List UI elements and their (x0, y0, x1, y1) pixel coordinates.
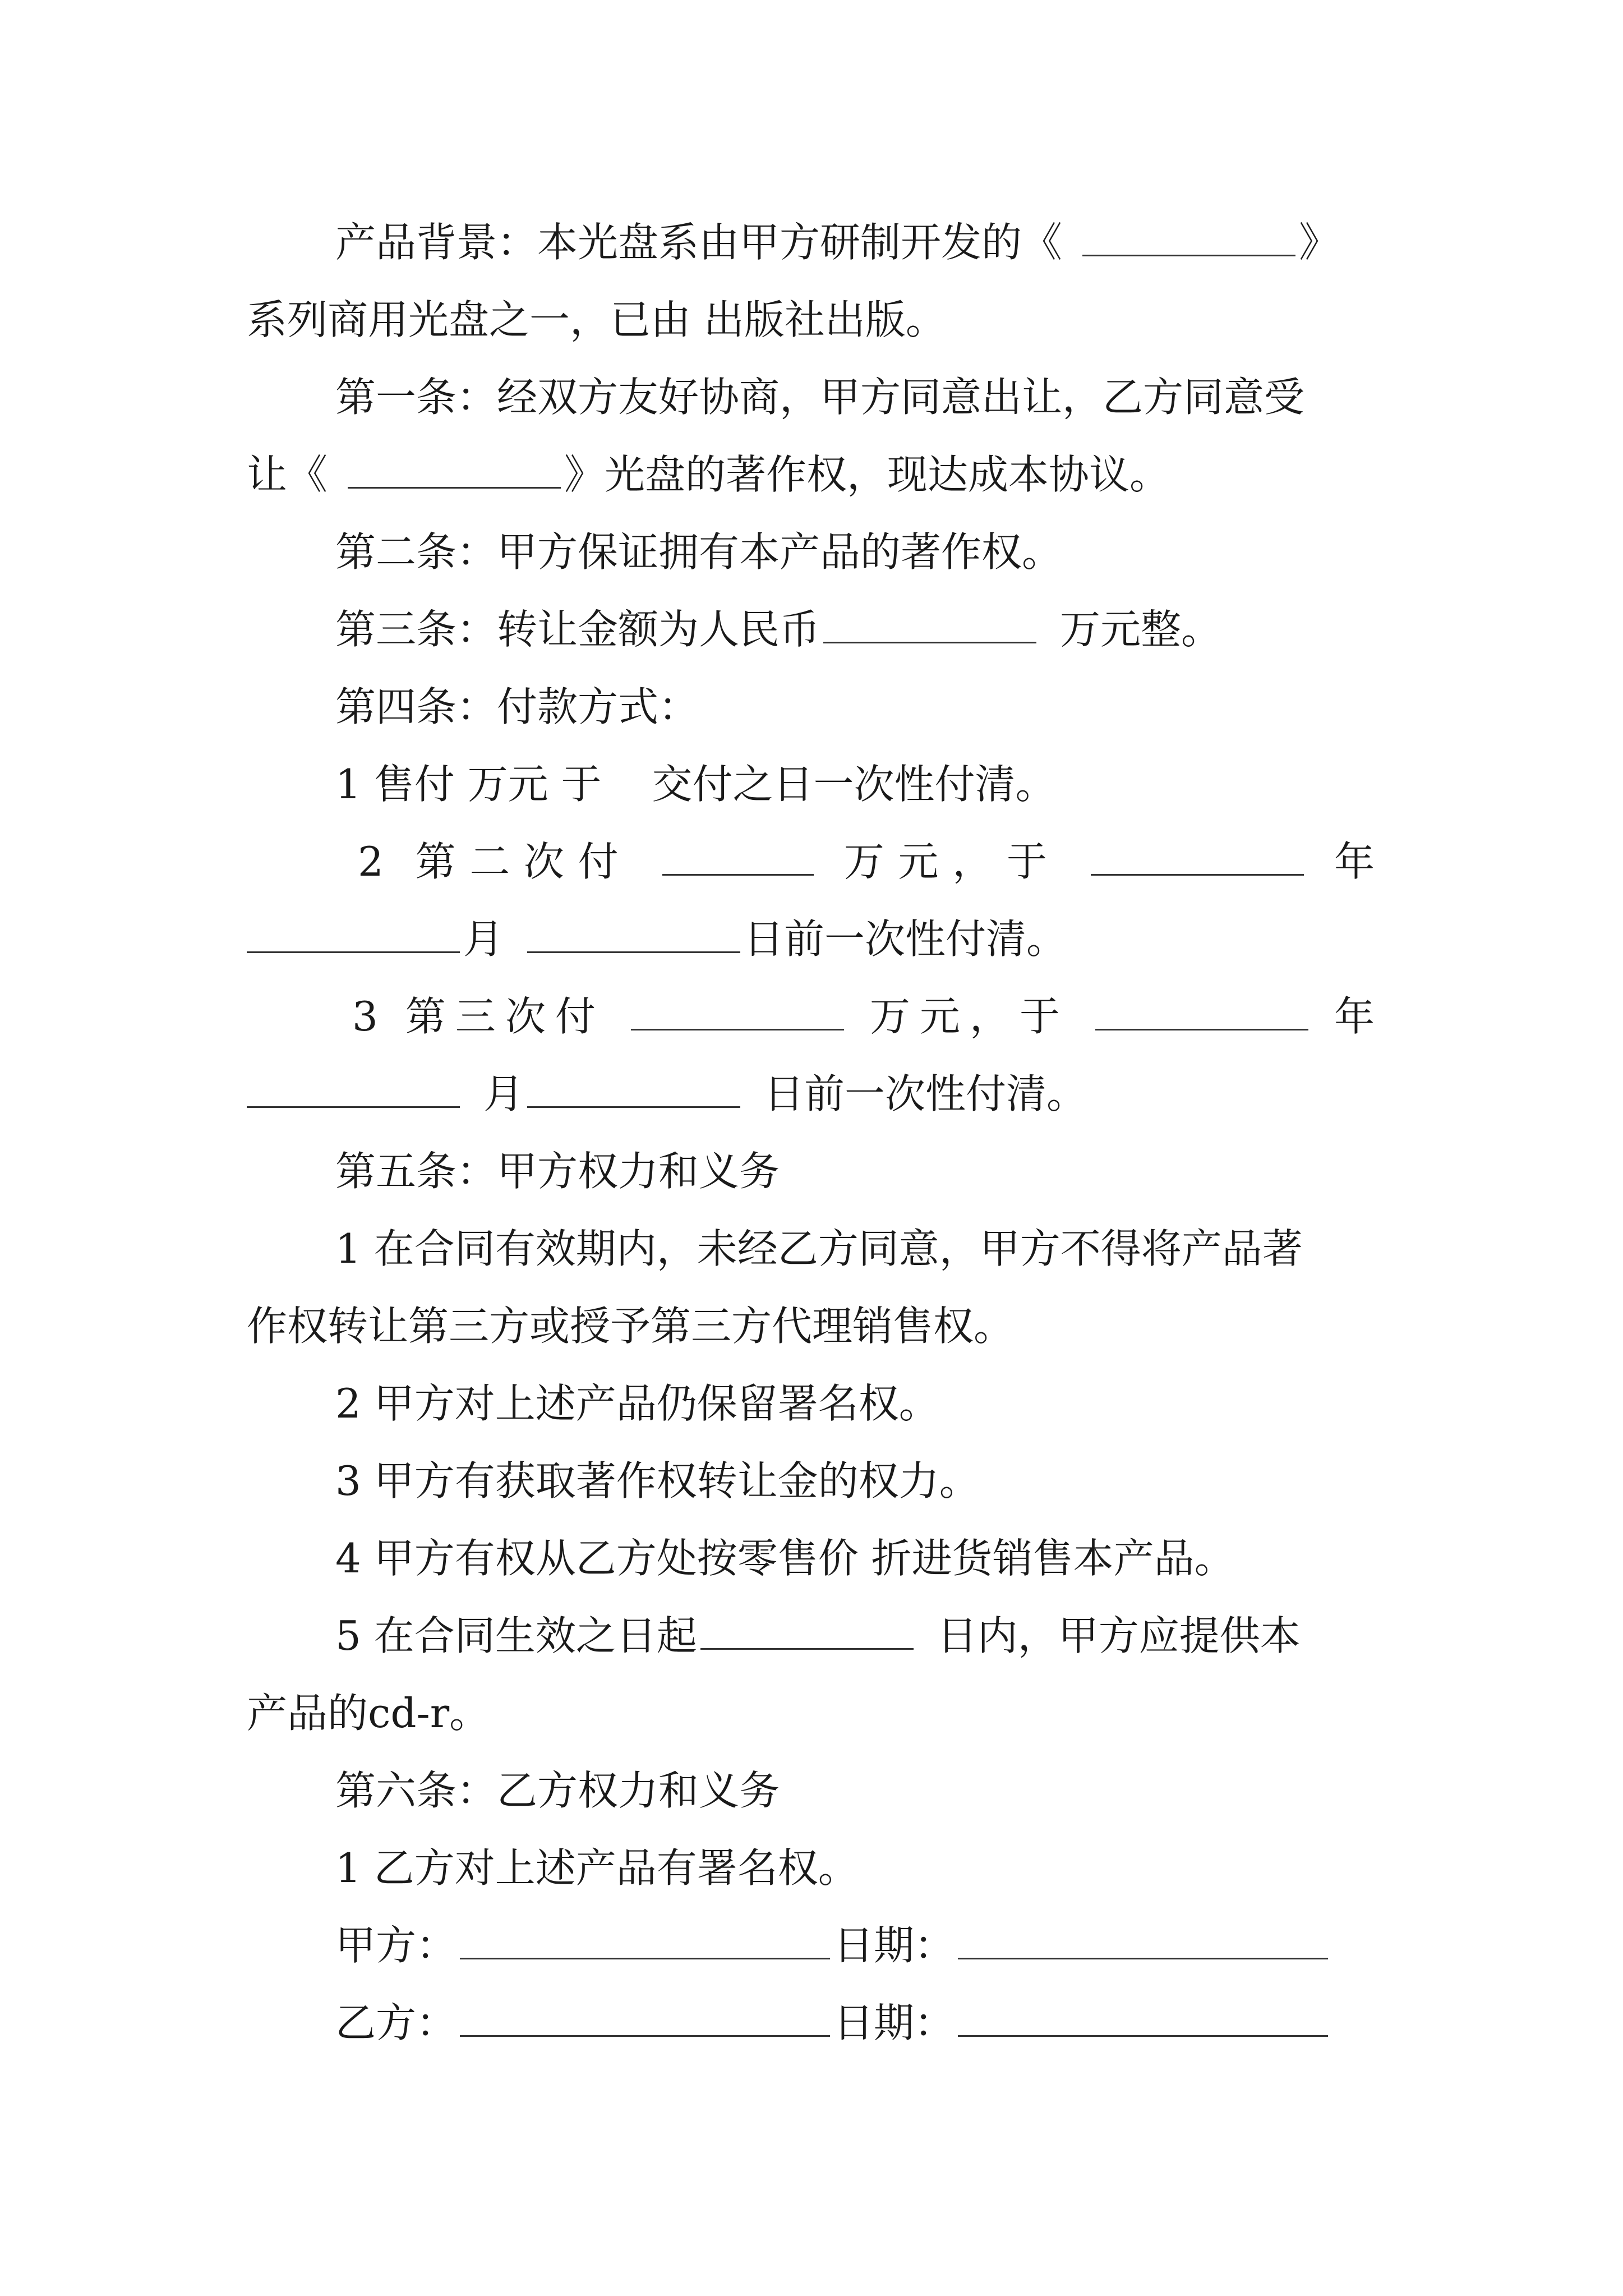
payment-item-3-line-1 (352, 986, 1380, 1047)
payment-item-3-line-2 (247, 1063, 1380, 1125)
article-5-item-5-start: 5 在合同生效之日起 (335, 1612, 697, 1659)
payment-item-3-month: 月 (483, 1070, 524, 1117)
party-a-label: 甲方： (335, 1922, 457, 1969)
party-b-signature-blank (460, 2003, 830, 2037)
party-a-date-label: 日期： (833, 1922, 955, 1969)
article-4-heading: 第四条：付款方式： (335, 683, 699, 730)
background-text: 产品背景：本光盘系由甲方研制开发的《 (335, 219, 1063, 266)
party-a-date-blank (958, 1925, 1328, 1959)
article-2: 第二条：甲方保证拥有本产品的著作权。 (335, 528, 1063, 576)
article-5-item-5-line-2: 产品的cd-r。 (247, 1690, 490, 1737)
article-5-heading: 第五条：甲方权力和义务 (335, 1148, 780, 1195)
article-1-start: 让《 (247, 451, 328, 498)
article-5-item-5-end: 日内，甲方应提供本 (937, 1612, 1301, 1659)
payment-item-2-mid: 万元，于 (843, 838, 1061, 885)
party-a-signature-line (335, 1915, 1380, 1976)
article-1-end: 》光盘的著作权，现达成本协议。 (564, 451, 1170, 498)
article-1-line-2 (247, 444, 1380, 505)
payment-3-amount-blank (631, 996, 844, 1030)
payment-item-1 (335, 753, 1380, 815)
payment-item-3-end: 日前一次性付清。 (764, 1070, 1087, 1117)
article-5-item-1-line-2: 作权转让第三方或授予第三方代理销售权。 (247, 1303, 1015, 1350)
payment-2-year-blank (1091, 841, 1304, 876)
payment-2-amount-blank (662, 841, 814, 876)
disc-name-blank (348, 454, 561, 489)
article-5-item-1-line-1: 1 在合同有效期内，未经乙方同意，甲方不得将产品著 (335, 1225, 1303, 1272)
article-6-heading: 第六条：乙方权力和义务 (335, 1767, 780, 1814)
payment-item-2-month: 月 (463, 915, 504, 963)
article-5-item-4: 4 甲方有权从乙方处按零售价 折进货销售本产品。 (335, 1535, 1235, 1582)
payment-item-2-line-2 (247, 908, 1380, 970)
article-3 (335, 599, 1380, 660)
payment-item-2-line-1 (358, 831, 1380, 892)
article-5-item-2: 2 甲方对上述产品仍保留署名权。 (335, 1380, 939, 1427)
background-end: 》 (1299, 219, 1340, 266)
background-line-1 (335, 211, 1380, 273)
article-5-item-3: 3 甲方有获取著作权转让金的权力。 (335, 1457, 980, 1504)
party-b-label: 乙方： (335, 1999, 457, 2046)
payment-item-1-a: 1 售付 万元 于 (335, 761, 602, 808)
payment-item-2-start: 2 第二次付 (358, 838, 633, 885)
article-6-item-1: 1 乙方对上述产品有署名权。 (335, 1844, 859, 1892)
article-1-line-1: 第一条：经双方友好协商，甲方同意出让，乙方同意受 (335, 374, 1305, 421)
payment-3-day-blank (527, 1074, 740, 1108)
payment-item-2-year: 年 (1334, 838, 1380, 885)
product-name-blank (1082, 222, 1295, 256)
payment-2-day-blank (527, 919, 740, 953)
payment-item-3-year: 年 (1334, 993, 1380, 1040)
article-3-start: 第三条：转让金额为人民币 (335, 606, 820, 653)
article-5-item-5-line-1 (335, 1605, 1380, 1667)
party-b-date-blank (958, 2003, 1328, 2037)
amount-blank (823, 609, 1036, 643)
background-line-2: 系列商用光盘之一，已由 出版社出版。 (247, 296, 946, 343)
party-a-signature-blank (460, 1925, 830, 1959)
article-3-end: 万元整。 (1060, 606, 1222, 653)
payment-3-month-blank (247, 1074, 460, 1108)
party-b-signature-line (335, 1992, 1380, 2054)
payment-item-3-start: 3 第三次付 (352, 993, 605, 1040)
payment-2-month-blank (247, 919, 460, 953)
payment-item-1-b: 交付之日一次性付清。 (652, 761, 1056, 808)
party-b-date-label: 日期： (833, 1999, 955, 2046)
delivery-days-blank (700, 1616, 914, 1650)
payment-item-2-end: 日前一次性付清。 (744, 915, 1067, 963)
payment-item-3-mid: 万元，于 (869, 993, 1070, 1040)
payment-3-year-blank (1095, 996, 1308, 1030)
